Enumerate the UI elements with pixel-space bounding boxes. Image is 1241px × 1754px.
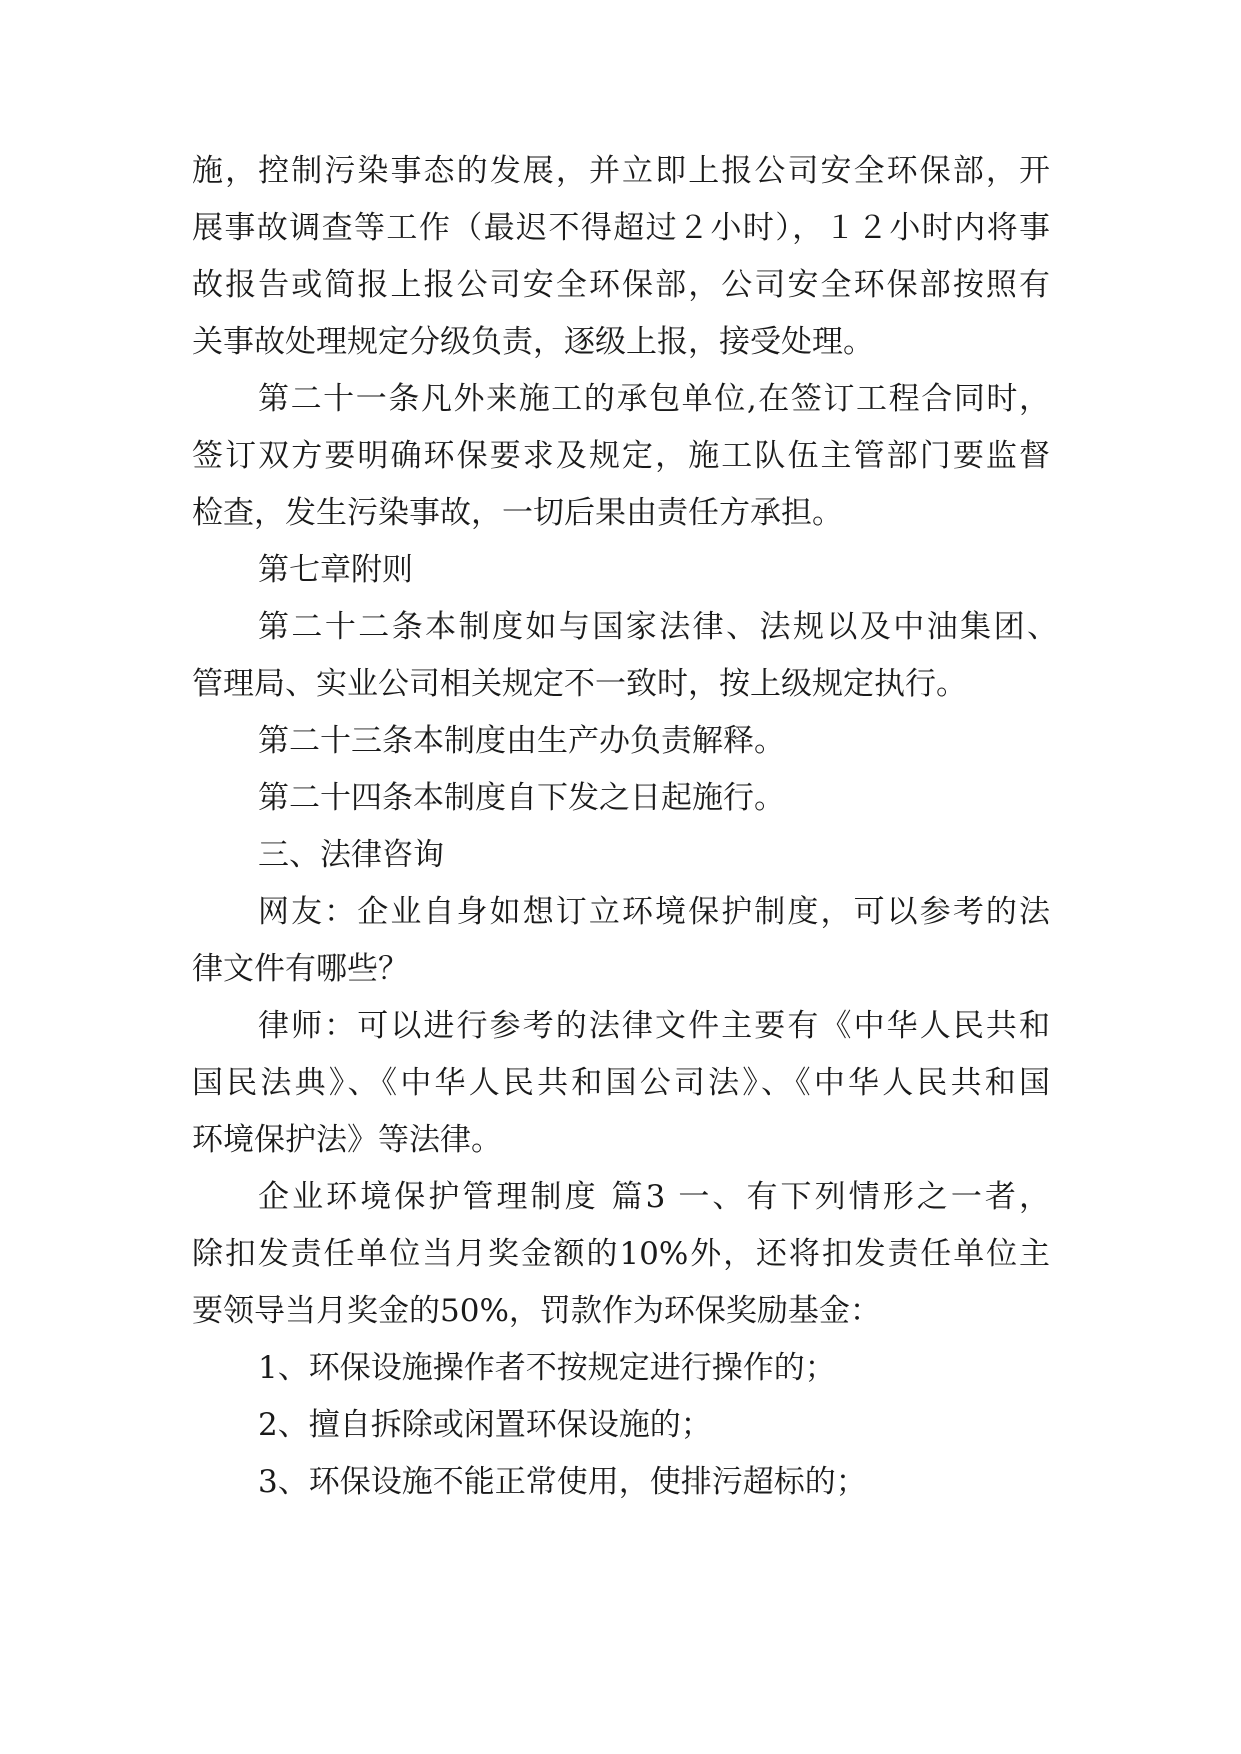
- section-heading: 三、法律咨询: [258, 837, 444, 873]
- text-line: 故报告或简报上报公司安全环保部，公司安全环保部按照有: [192, 267, 1050, 303]
- text-line: 第二十二条本制度如与国家法律、法规以及中油集团、: [258, 609, 1058, 645]
- text-line: 第二十三条本制度由生产办负责解释。: [258, 723, 785, 759]
- text-line: 国民法典》、《中华人民共和国公司法》、《中华人民共和国: [192, 1065, 1050, 1101]
- text-line: 关事故处理规定分级负责，逐级上报，接受处理。: [192, 324, 874, 360]
- text-line: 环境保护法》等法律。: [192, 1122, 502, 1158]
- text-line: 企业环境保护管理制度 篇3 一、有下列情形之一者，: [258, 1179, 1050, 1215]
- list-item: 3、环保设施不能正常使用，使排污超标的；: [258, 1464, 867, 1500]
- text-line: 施，控制污染事态的发展，并立即上报公司安全环保部，开: [192, 153, 1050, 189]
- text-line: 第二十一条凡外来施工的承包单位,在签订工程合同时，: [258, 381, 1050, 417]
- text-line: 要领导当月奖金的50%，罚款作为环保奖励基金：: [192, 1293, 881, 1329]
- text-line: 检查，发生污染事故，一切后果由责任方承担。: [192, 495, 843, 531]
- chapter-heading: 第七章附则: [258, 552, 413, 588]
- text-line: 展事故调查等工作（最迟不得超过２小时），１２小时内将事: [192, 210, 1050, 246]
- text-line: 第二十四条本制度自下发之日起施行。: [258, 780, 785, 816]
- text-line: 网友：企业自身如想订立环境保护制度，可以参考的法: [258, 894, 1050, 930]
- text-line: 律师：可以进行参考的法律文件主要有《中华人民共和: [258, 1008, 1050, 1044]
- list-item: 1、环保设施操作者不按规定进行操作的；: [258, 1350, 836, 1386]
- text-line: 除扣发责任单位当月奖金额的10%外，还将扣发责任单位主: [192, 1236, 1050, 1272]
- text-line: 管理局、实业公司相关规定不一致时，按上级规定执行。: [192, 666, 967, 702]
- text-line: 律文件有哪些？: [192, 951, 409, 987]
- text-line: 签订双方要明确环保要求及规定，施工队伍主管部门要监督: [192, 438, 1050, 474]
- list-item: 2、擅自拆除或闲置环保设施的；: [258, 1407, 712, 1443]
